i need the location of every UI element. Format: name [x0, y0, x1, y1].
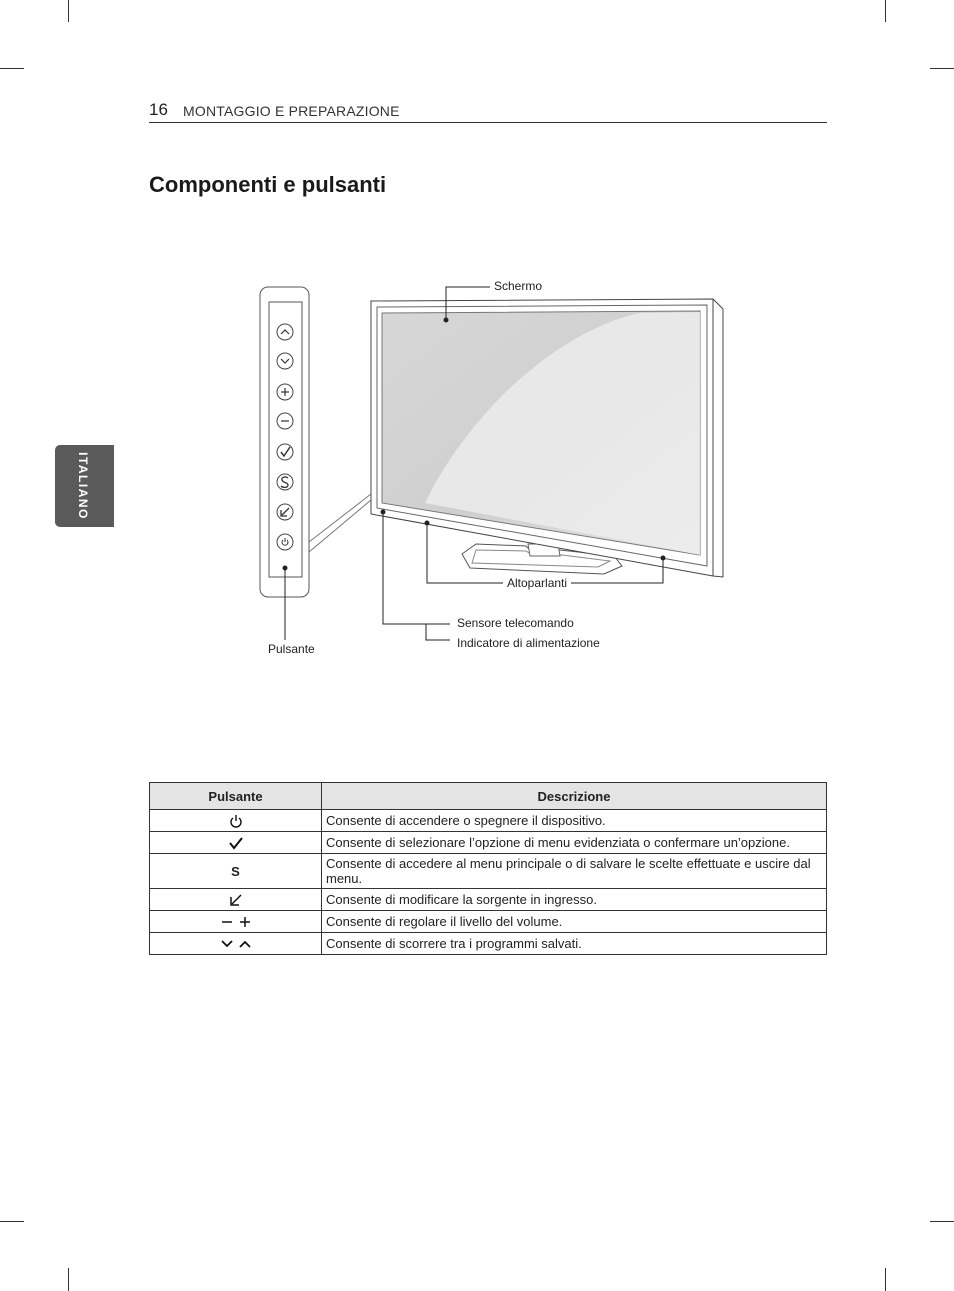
page-number: 16 [149, 100, 168, 119]
chevron-down-icon [277, 353, 293, 369]
check-icon [150, 832, 322, 854]
table-cell-description: Consente di accendere o spegnere il dispositivo. [322, 810, 827, 832]
button-table [149, 782, 827, 955]
s-symbol-label: S [231, 863, 240, 879]
table-cell-description: Consente di accedere al menu principale o di salvare le scelte effettuate e uscire dal menu. [322, 854, 827, 889]
header-button: Pulsante [150, 783, 322, 810]
minus-icon [277, 413, 293, 429]
crop-mark [68, 1268, 69, 1291]
table-row [150, 810, 827, 832]
label-power-indicator: Indicatore di alimentazione [457, 636, 600, 650]
section-title: MONTAGGIO E PREPARAZIONE [183, 103, 400, 119]
table-header-row [150, 783, 827, 810]
table-row [150, 911, 827, 933]
crop-mark [0, 1221, 24, 1222]
label-button: Pulsante [268, 642, 315, 656]
label-speakers: Altoparlanti [507, 576, 568, 590]
power-icon [150, 810, 322, 832]
table-row [150, 933, 827, 955]
chevron-up-icon [277, 324, 293, 340]
table-row [150, 889, 827, 911]
chevron-down-up-icon [150, 933, 322, 955]
crop-mark [930, 1221, 954, 1222]
label-remote-sensor: Sensore telecomando [457, 616, 574, 630]
input-arrow-icon [150, 889, 322, 911]
crop-mark [885, 1268, 886, 1291]
table-cell-description: Consente di selezionare l’opzione di menu evidenziata o confermare un’opzione. [322, 832, 827, 854]
power-icon [277, 534, 293, 550]
language-tab-label: ITALIANO [76, 452, 90, 520]
table-cell-description: Consente di scorrere tra i programmi salvati. [322, 933, 827, 955]
table-row [150, 854, 827, 889]
table-cell-description: Consente di modificare la sorgente in ingresso. [322, 889, 827, 911]
s-icon [277, 474, 293, 490]
plus-icon [277, 384, 293, 400]
table-row [150, 832, 827, 854]
check-icon [277, 444, 293, 460]
input-arrow-icon [277, 504, 293, 520]
header-description: Descrizione [322, 783, 827, 810]
page-title: Componenti e pulsanti [149, 172, 387, 197]
minus-plus-icon [150, 911, 322, 933]
table-cell-description: Consente di regolare il livello del volume. [322, 911, 827, 933]
label-screen: Schermo [494, 279, 543, 293]
tv-illustration [371, 299, 723, 577]
s-symbol [150, 854, 322, 889]
